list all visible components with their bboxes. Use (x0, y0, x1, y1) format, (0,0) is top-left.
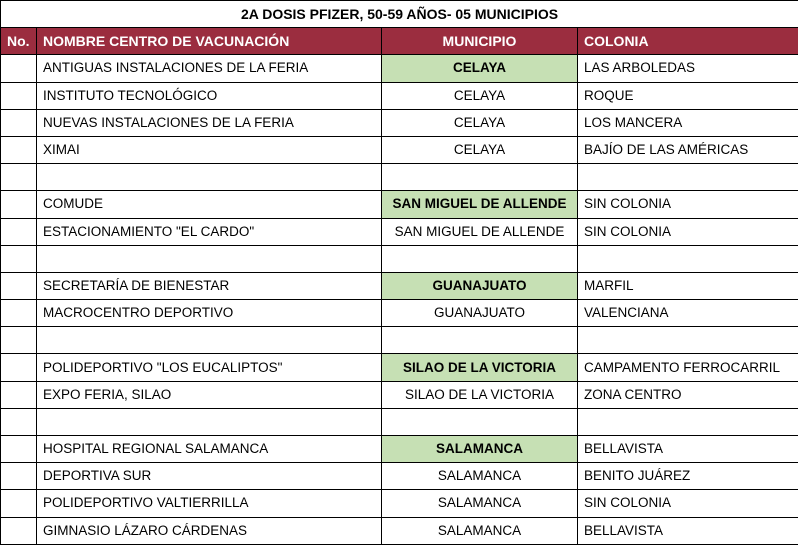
row-number-cell (1, 300, 37, 327)
table-row (1, 436, 798, 463)
colonia-cell: BELLAVISTA (578, 517, 798, 544)
row-number-cell (1, 517, 37, 544)
center-name-cell (37, 327, 382, 354)
municipio-cell: SAN MIGUEL DE ALLENDE (382, 218, 578, 245)
row-number-cell (1, 272, 37, 299)
colonia-cell: CAMPAMENTO FERROCARRIL (578, 354, 798, 381)
colonia-cell: LOS MANCERA (578, 109, 798, 136)
municipio-cell: CELAYA (382, 109, 578, 136)
center-name-cell: ESTACIONAMIENTO "EL CARDO" (37, 218, 382, 245)
table-row (1, 136, 798, 163)
colonia-cell: ZONA CENTRO (578, 381, 798, 408)
row-number-cell (1, 55, 37, 82)
municipio-cell: SALAMANCA (382, 517, 578, 544)
table-row (1, 55, 798, 82)
table-row (1, 381, 798, 408)
municipio-cell (382, 245, 578, 272)
row-number-cell (1, 218, 37, 245)
colonia-cell: SIN COLONIA (578, 218, 798, 245)
municipio-cell (382, 408, 578, 435)
colonia-cell: ROQUE (578, 82, 798, 109)
municipio-cell: SILAO DE LA VICTORIA (382, 354, 578, 381)
center-name-cell: COMUDE (37, 191, 382, 218)
colonia-cell: BELLAVISTA (578, 436, 798, 463)
row-number-cell (1, 463, 37, 490)
row-number-cell (1, 136, 37, 163)
row-number-cell (1, 408, 37, 435)
center-name-cell: DEPORTIVA SUR (37, 463, 382, 490)
table-row (1, 164, 798, 191)
colonia-cell: BAJÍO DE LAS AMÉRICAS (578, 136, 798, 163)
row-number-cell (1, 354, 37, 381)
row-number-cell (1, 109, 37, 136)
municipio-cell: SALAMANCA (382, 436, 578, 463)
municipio-cell: GUANAJUATO (382, 272, 578, 299)
colonia-cell: LAS ARBOLEDAS (578, 55, 798, 82)
colonia-cell (578, 164, 798, 191)
center-name-cell: XIMAI (37, 136, 382, 163)
center-name-cell: SECRETARÍA DE BIENESTAR (37, 272, 382, 299)
center-name-cell: NUEVAS INSTALACIONES DE LA FERIA (37, 109, 382, 136)
header-municipio: MUNICIPIO (382, 28, 578, 55)
row-number-cell (1, 381, 37, 408)
colonia-cell: VALENCIANA (578, 300, 798, 327)
colonia-cell (578, 408, 798, 435)
table-row (1, 490, 798, 517)
table-row (1, 327, 798, 354)
row-number-cell (1, 490, 37, 517)
municipio-cell: GUANAJUATO (382, 300, 578, 327)
header-no: No. (1, 28, 37, 55)
table-row (1, 82, 798, 109)
table-row (1, 517, 798, 544)
table-row (1, 109, 798, 136)
table-row (1, 300, 798, 327)
row-number-cell (1, 191, 37, 218)
center-name-cell: POLIDEPORTIVO VALTIERRILLA (37, 490, 382, 517)
colonia-cell (578, 327, 798, 354)
center-name-cell: HOSPITAL REGIONAL SALAMANCA (37, 436, 382, 463)
colonia-cell: SIN COLONIA (578, 490, 798, 517)
center-name-cell (37, 408, 382, 435)
municipio-cell: SALAMANCA (382, 490, 578, 517)
municipio-cell (382, 327, 578, 354)
table-row (1, 463, 798, 490)
municipio-cell: CELAYA (382, 55, 578, 82)
header-colonia: COLONIA (578, 28, 798, 55)
table-row (1, 408, 798, 435)
row-number-cell (1, 327, 37, 354)
municipio-cell: SALAMANCA (382, 463, 578, 490)
row-number-cell (1, 164, 37, 191)
table-row (1, 191, 798, 218)
row-number-cell (1, 245, 37, 272)
municipio-cell: CELAYA (382, 82, 578, 109)
row-number-cell (1, 82, 37, 109)
header-centro: NOMBRE CENTRO DE VACUNACIÓN (37, 28, 382, 55)
table-row (1, 218, 798, 245)
center-name-cell: MACROCENTRO DEPORTIVO (37, 300, 382, 327)
table-title: 2A DOSIS PFIZER, 50-59 AÑOS- 05 MUNICIPIOS (1, 1, 798, 28)
center-name-cell: INSTITUTO TECNOLÓGICO (37, 82, 382, 109)
title-row (1, 1, 798, 28)
municipio-cell: CELAYA (382, 136, 578, 163)
table-row (1, 245, 798, 272)
center-name-cell (37, 164, 382, 191)
center-name-cell: POLIDEPORTIVO "LOS EUCALIPTOS" (37, 354, 382, 381)
header-row (1, 28, 798, 55)
colonia-cell (578, 245, 798, 272)
row-number-cell (1, 436, 37, 463)
table-row (1, 354, 798, 381)
municipio-cell (382, 164, 578, 191)
center-name-cell: EXPO FERIA, SILAO (37, 381, 382, 408)
table-body (1, 55, 798, 544)
center-name-cell: GIMNASIO LÁZARO CÁRDENAS (37, 517, 382, 544)
colonia-cell: SIN COLONIA (578, 191, 798, 218)
colonia-cell: BENITO JUÁREZ (578, 463, 798, 490)
center-name-cell (37, 245, 382, 272)
center-name-cell: ANTIGUAS INSTALACIONES DE LA FERIA (37, 55, 382, 82)
municipio-cell: SILAO DE LA VICTORIA (382, 381, 578, 408)
municipio-cell: SAN MIGUEL DE ALLENDE (382, 191, 578, 218)
table-row (1, 272, 798, 299)
colonia-cell: MARFIL (578, 272, 798, 299)
